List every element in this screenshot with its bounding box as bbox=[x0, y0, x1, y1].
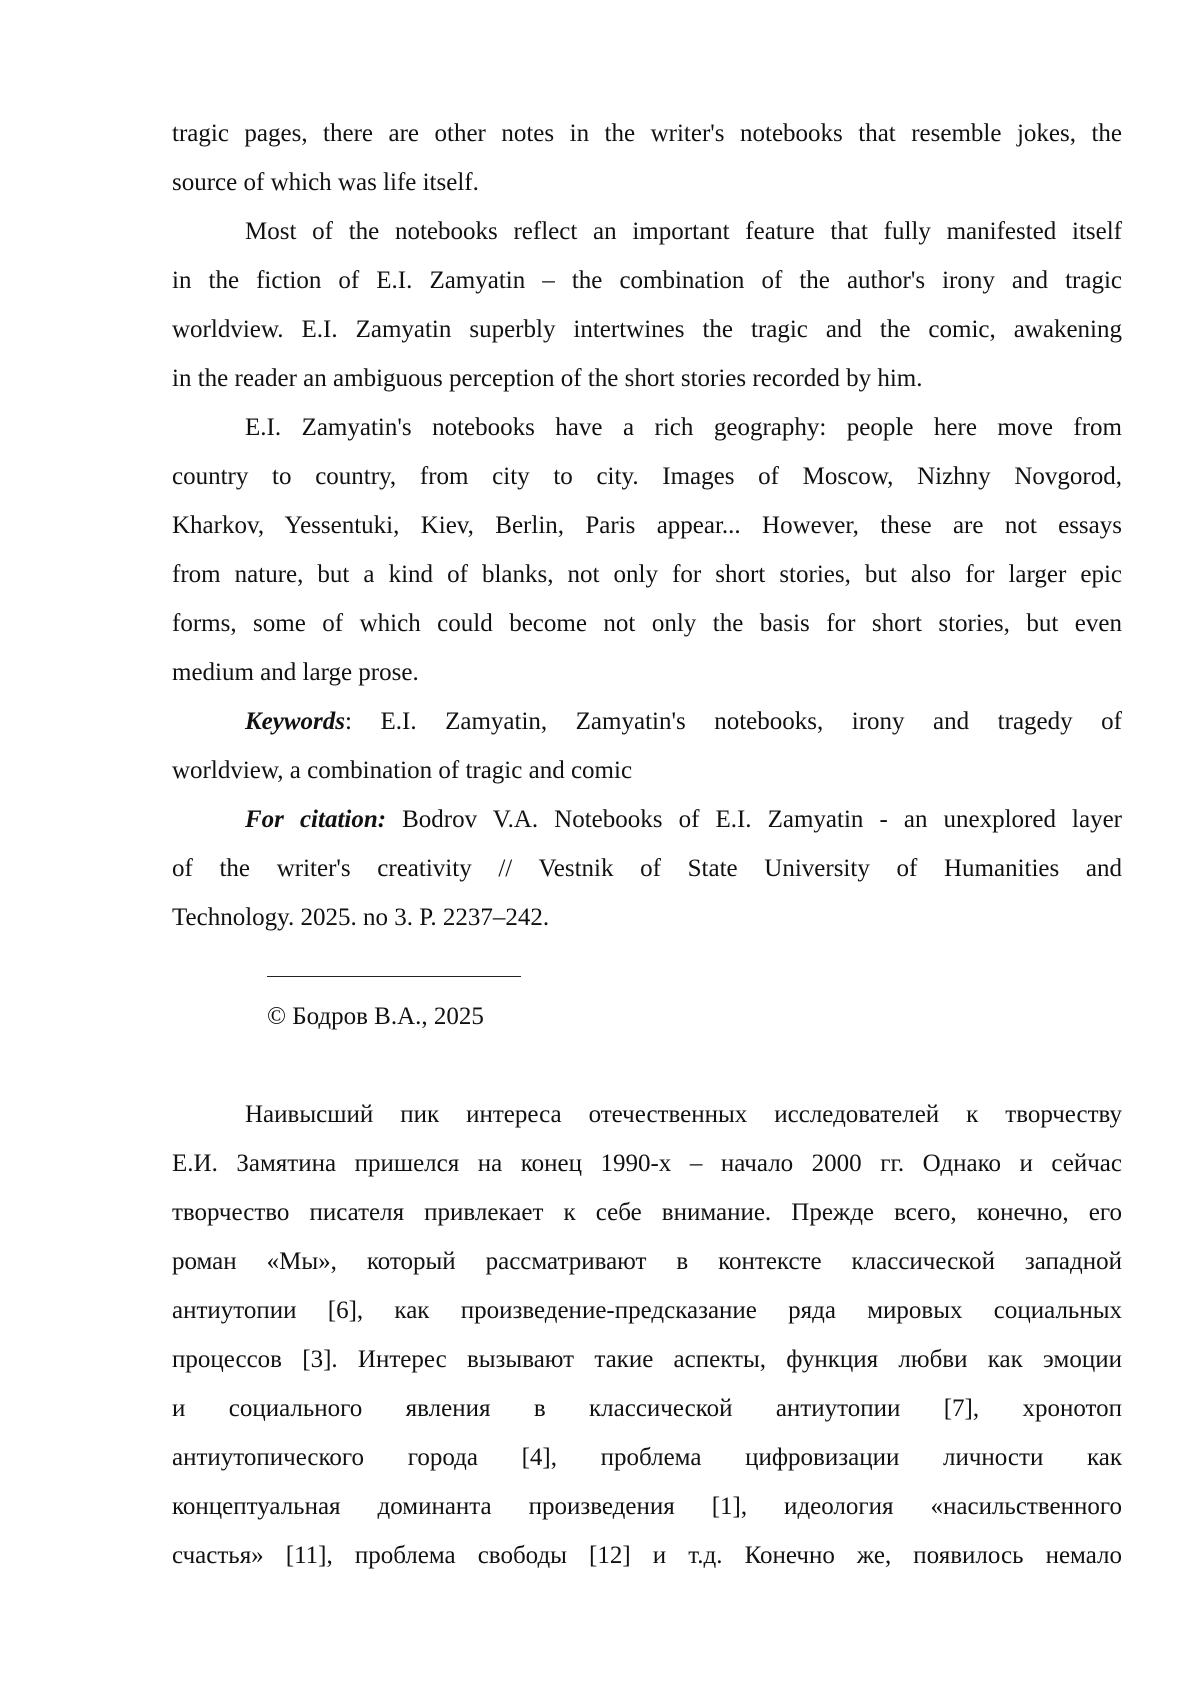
paragraph-line bbox=[172, 305, 1122, 354]
text: счастья» [11], проблема свободы [12] и т.д. Конечно же, появилось немало bbox=[172, 1542, 1122, 1569]
text: Most of the notebooks reflect an important feature that fully manifested itself bbox=[245, 218, 1122, 245]
paragraph-line bbox=[172, 109, 1122, 158]
keywords-text: worldview, a combination of tragic and comic bbox=[172, 757, 632, 784]
text: worldview. E.I. Zamyatin superbly intertwines the tragic and the comic, awakening bbox=[172, 316, 1122, 343]
russian-paragraph-line bbox=[172, 1433, 1122, 1482]
russian-paragraph-line bbox=[172, 1384, 1122, 1433]
text: in the fiction of E.I. Zamyatin – the combination of the author's irony and tragic bbox=[172, 267, 1122, 294]
paragraph-line bbox=[172, 550, 1122, 599]
paragraph-line bbox=[172, 648, 1122, 697]
text: source of which was life itself. bbox=[172, 169, 479, 196]
text: in the reader an ambiguous perception of the short stories recorded by him. bbox=[172, 365, 922, 392]
russian-paragraph-line bbox=[172, 1286, 1122, 1335]
keywords-text: : E.I. Zamyatin, Zamyatin's notebooks, irony and tragedy of bbox=[345, 708, 1122, 735]
russian-paragraph-line bbox=[172, 1188, 1122, 1237]
paragraph-line bbox=[172, 501, 1122, 550]
citation-text: Bodrov V.A. Notebooks of E.I. Zamyatin - an unexplored layer bbox=[386, 806, 1122, 833]
russian-paragraph-line bbox=[172, 1335, 1122, 1384]
text: Е.И. Замятина пришелся на конец 1990-х – начало 2000 гг. Однако и сейчас bbox=[172, 1150, 1122, 1177]
russian-paragraph-line bbox=[245, 1090, 1122, 1139]
paragraph-line bbox=[172, 599, 1122, 648]
paragraph-line bbox=[172, 256, 1122, 305]
citation-text: Technology. 2025. no 3. P. 2237–242. bbox=[172, 904, 549, 931]
russian-paragraph-line bbox=[172, 1139, 1122, 1188]
text: country to country, from city to city. Images of Moscow, Nizhny Novgorod, bbox=[172, 463, 1122, 490]
text: процессов [3]. Интерес вызывают такие аспекты, функция любви как эмоции bbox=[172, 1346, 1122, 1373]
text: роман «Мы», который рассматривают в контексте классической западной bbox=[172, 1248, 1122, 1275]
citation-line bbox=[172, 844, 1122, 893]
text: антиутопии [6], как произведение-предсказание ряда мировых социальных bbox=[172, 1297, 1122, 1324]
citation-label: For citation: bbox=[245, 806, 386, 833]
citation-text: of the writer's creativity // Vestnik of State University of Humanities and bbox=[172, 855, 1122, 882]
text: концептуальная доминанта произведения [1], идеология «насильственного bbox=[172, 1493, 1122, 1520]
paragraph-line bbox=[172, 452, 1122, 501]
text: Kharkov, Yessentuki, Kiev, Berlin, Paris appear... However, these are not essays bbox=[172, 512, 1122, 539]
text: антиутопического города [4], проблема цифровизации личности как bbox=[172, 1444, 1122, 1471]
keywords-line bbox=[245, 697, 1122, 746]
footnote-separator bbox=[267, 976, 521, 977]
russian-paragraph-line bbox=[172, 1531, 1122, 1580]
text: E.I. Zamyatin's notebooks have a rich geography: people here move from bbox=[245, 414, 1122, 441]
text: и социального явления в классической антиутопии [7], хронотоп bbox=[172, 1395, 1122, 1422]
text: medium and large prose. bbox=[172, 659, 419, 686]
russian-paragraph-line bbox=[172, 1482, 1122, 1531]
russian-paragraph-line bbox=[172, 1237, 1122, 1286]
text: творчество писателя привлекает к себе внимание. Прежде всего, конечно, его bbox=[172, 1199, 1122, 1226]
citation-line bbox=[245, 795, 1122, 844]
text: from nature, but a kind of blanks, not only for short stories, but also for larger epic bbox=[172, 561, 1122, 588]
citation-line bbox=[172, 893, 1122, 942]
paragraph-line bbox=[172, 354, 1122, 403]
text: Наивысший пик интереса отечественных исследователей к творчеству bbox=[245, 1101, 1122, 1128]
paragraph-line bbox=[172, 158, 1122, 207]
copyright-notice: © Бодров В.А., 2025 bbox=[267, 992, 484, 1041]
paragraph-line bbox=[245, 403, 1122, 452]
paragraph-line bbox=[245, 207, 1122, 256]
text: tragic pages, there are other notes in the writer's notebooks that resemble jokes, the bbox=[172, 120, 1122, 147]
keywords-label: Keywords bbox=[245, 708, 345, 735]
text: forms, some of which could become not only the basis for short stories, but even bbox=[172, 610, 1122, 637]
keywords-line bbox=[172, 746, 1122, 795]
